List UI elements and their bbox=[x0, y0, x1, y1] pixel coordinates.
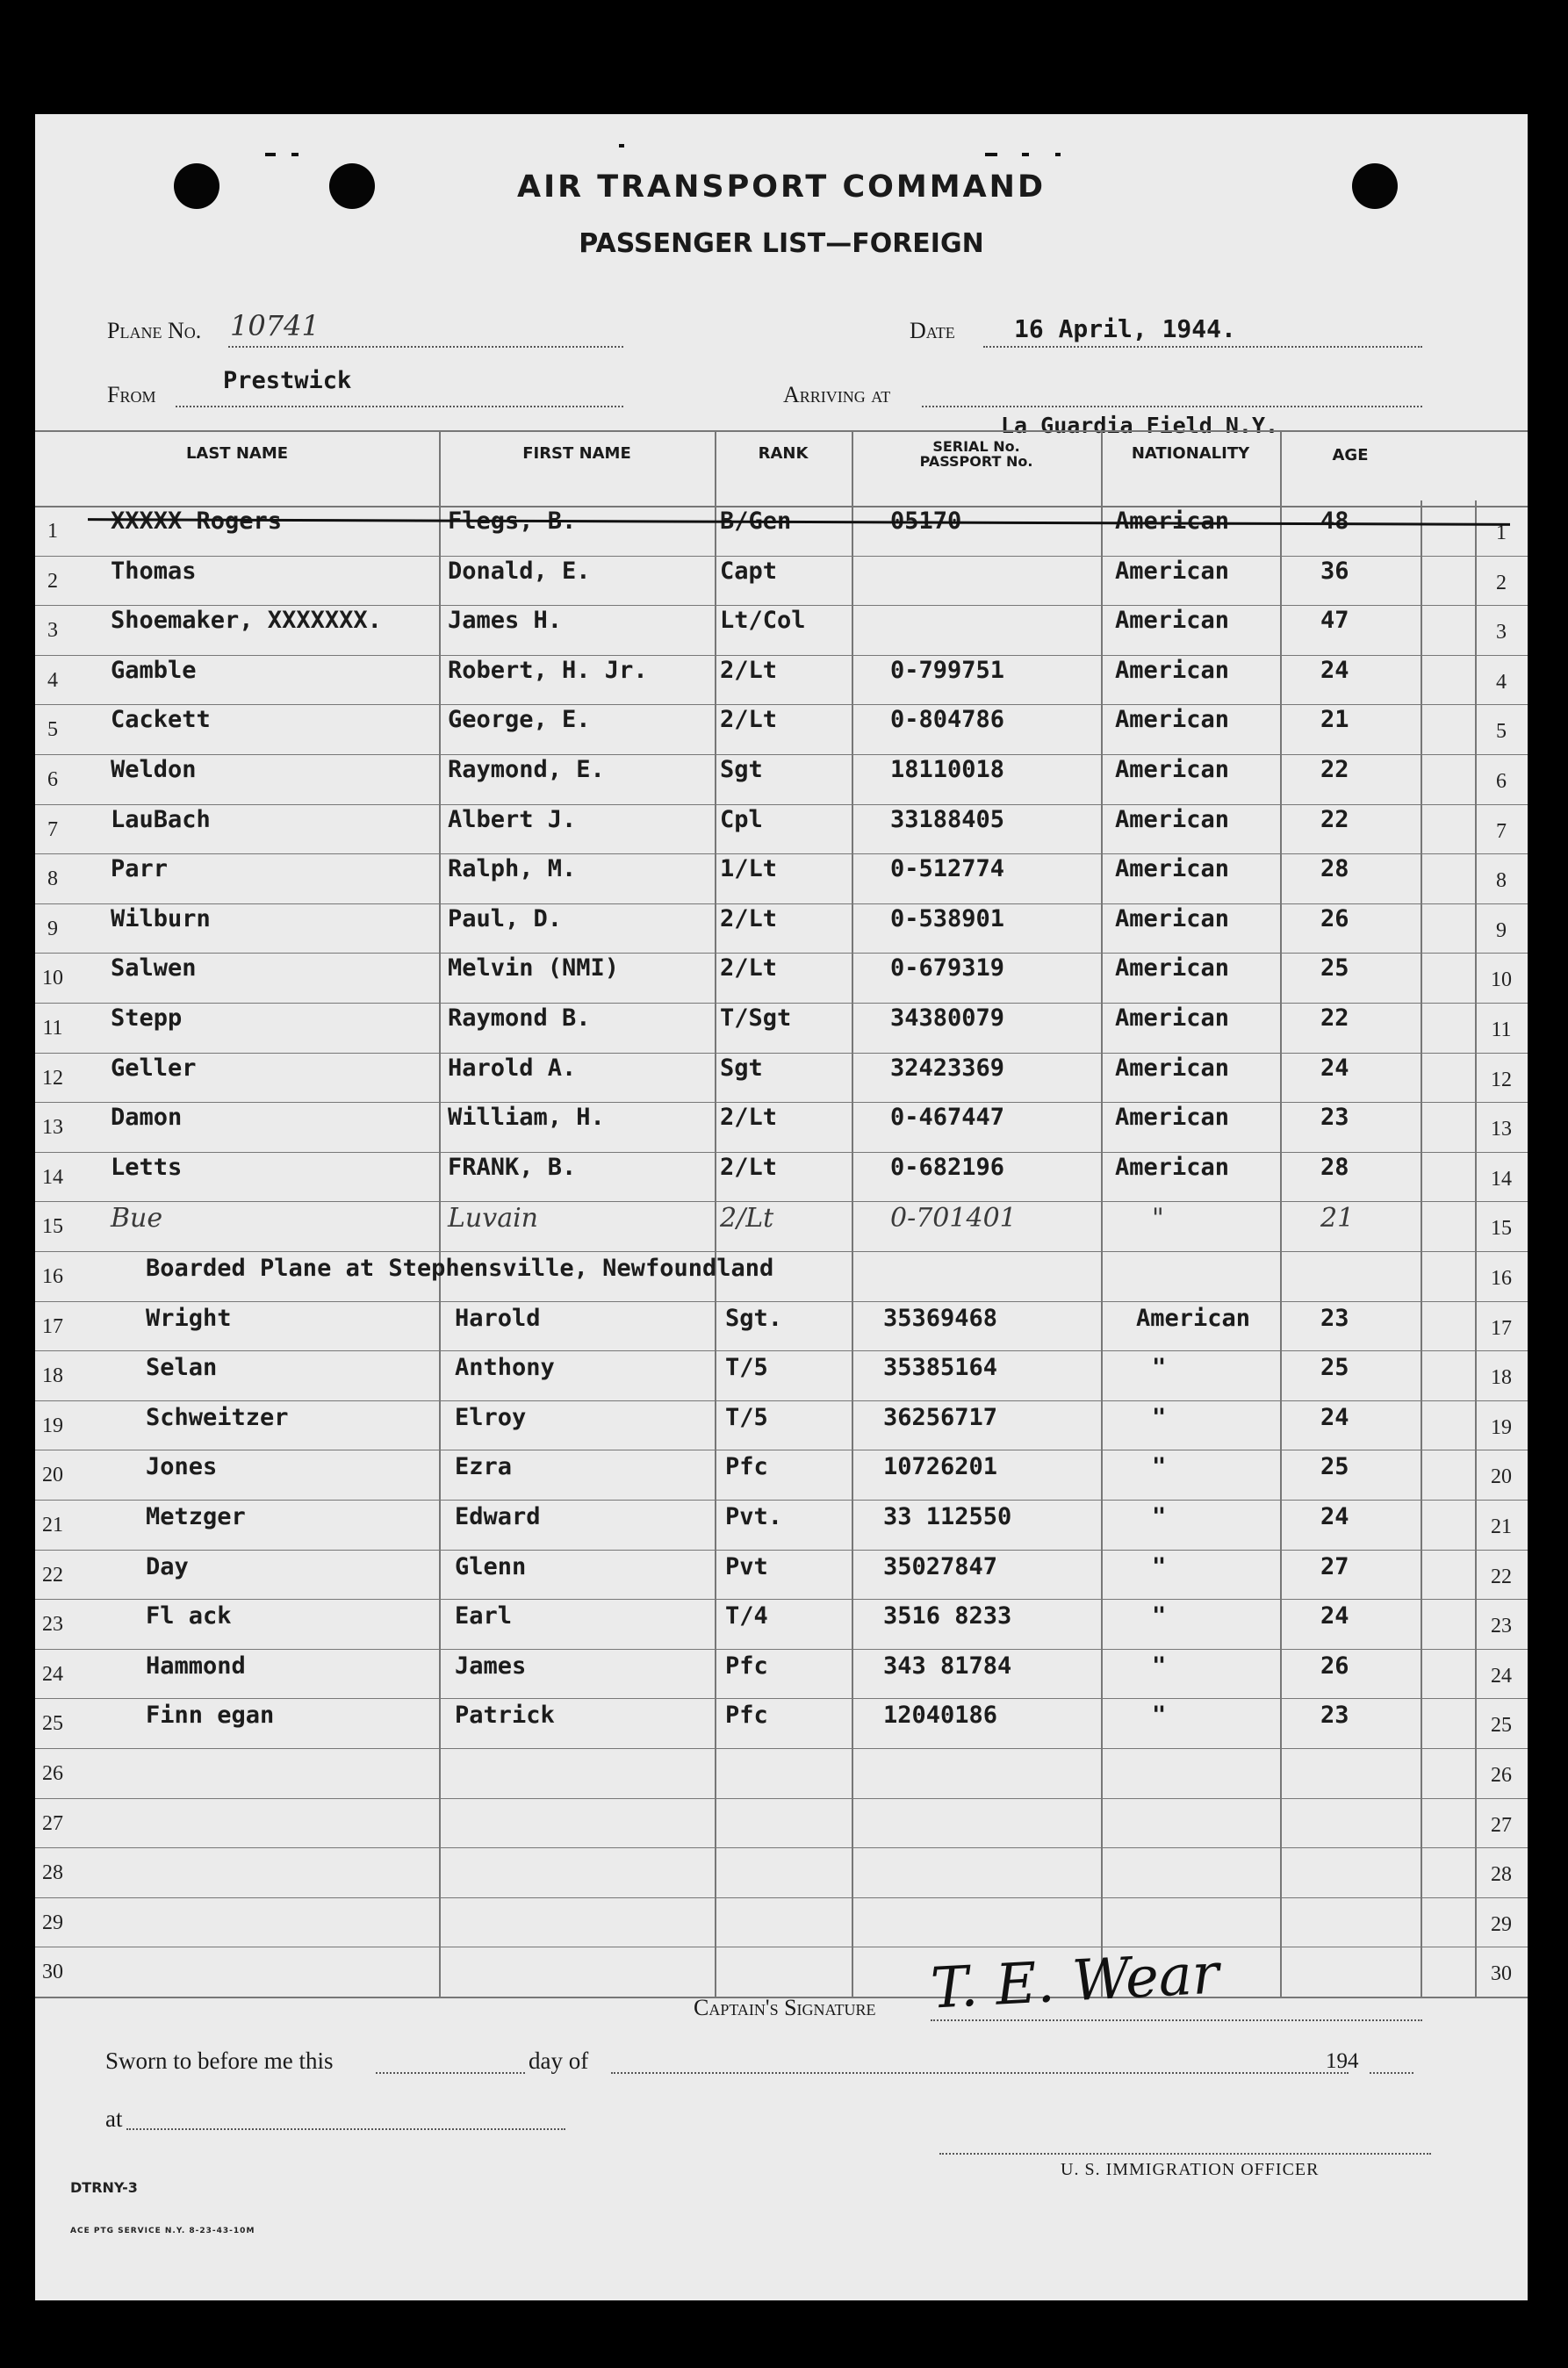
row-number: 16 bbox=[42, 1265, 63, 1288]
cell-age: 27 bbox=[1320, 1552, 1349, 1580]
cell-last-name: Hammond bbox=[146, 1652, 246, 1680]
table-rule bbox=[35, 1053, 1528, 1054]
cell-serial-no: 0-682196 bbox=[890, 1153, 1005, 1181]
cell-age: 25 bbox=[1320, 1453, 1349, 1481]
table-rule bbox=[35, 804, 1528, 805]
table-rule bbox=[35, 1847, 1528, 1848]
cell-rank: 1/Lt bbox=[720, 855, 778, 883]
row-number-right: 7 bbox=[1496, 819, 1507, 843]
cell-age: 24 bbox=[1320, 1054, 1349, 1082]
row-number-right: 3 bbox=[1496, 621, 1507, 644]
cell-first-name: FRANK, B. bbox=[448, 1153, 577, 1181]
cell-rank: B/Gen bbox=[720, 507, 792, 535]
row-number: 9 bbox=[47, 917, 58, 940]
cell-serial-no: 35369468 bbox=[883, 1304, 998, 1332]
cell-serial-no: 0-512774 bbox=[890, 855, 1005, 883]
date-value: 16 April, 1944. bbox=[1014, 314, 1236, 343]
table-rule bbox=[35, 1897, 1528, 1898]
cell-rank: Lt/Col bbox=[720, 607, 806, 635]
cell-age: 24 bbox=[1320, 1602, 1349, 1630]
row-number: 2 bbox=[47, 569, 58, 593]
cell-age: 24 bbox=[1320, 1503, 1349, 1530]
cell-last-name: Bue bbox=[111, 1203, 163, 1234]
row-number: 22 bbox=[42, 1563, 63, 1587]
row-number-right: 12 bbox=[1491, 1068, 1512, 1091]
table-rule bbox=[35, 1350, 1528, 1351]
cell-rank: 2/Lt bbox=[720, 1203, 774, 1234]
captain-signature: T. E. Wear bbox=[929, 1941, 1221, 2022]
cell-serial-no: 0-701401 bbox=[890, 1203, 1017, 1234]
cell-first-name: William, H. bbox=[448, 1104, 605, 1132]
at-label: at bbox=[105, 2105, 123, 2132]
table-rule bbox=[35, 430, 1528, 432]
passenger-list-form bbox=[35, 114, 1528, 2300]
cell-last-name: Stepp bbox=[111, 1004, 183, 1032]
table-rule bbox=[35, 1201, 1528, 1202]
table-column-rule bbox=[439, 430, 441, 1997]
cell-last-name: Boarded Plane at Stephensville, Newfoundland bbox=[146, 1255, 774, 1282]
cell-age: 22 bbox=[1320, 1004, 1349, 1032]
plane-no-label: Plane No. bbox=[107, 318, 202, 343]
row-number: 23 bbox=[42, 1613, 63, 1637]
cell-rank: Pfc bbox=[725, 1652, 768, 1680]
table-column-rule bbox=[715, 430, 716, 1997]
cell-rank: 2/Lt bbox=[720, 656, 778, 684]
cell-nationality: American bbox=[1115, 904, 1230, 932]
cell-last-name: Shoemaker, XXXXXXX. bbox=[111, 607, 382, 635]
cell-serial-no: 343 81784 bbox=[883, 1652, 1012, 1680]
cell-nationality: American bbox=[1115, 1153, 1230, 1181]
cell-last-name: Parr bbox=[111, 855, 169, 883]
cell-last-name: Finn egan bbox=[146, 1702, 275, 1730]
cell-serial-no: 18110018 bbox=[890, 756, 1005, 783]
cell-last-name: Salwen bbox=[111, 954, 197, 982]
cell-first-name: Earl bbox=[455, 1602, 513, 1630]
cell-age: 26 bbox=[1320, 1652, 1349, 1680]
table-rule bbox=[35, 1500, 1528, 1501]
row-number: 8 bbox=[47, 867, 58, 891]
row-number: 27 bbox=[42, 1811, 63, 1835]
cell-age: 23 bbox=[1320, 1702, 1349, 1730]
cell-nationality: " bbox=[1152, 1203, 1164, 1234]
row-number-right: 10 bbox=[1491, 968, 1512, 992]
cell-rank: Cpl bbox=[720, 805, 763, 833]
row-number-right: 18 bbox=[1491, 1366, 1512, 1390]
cell-nationality: American bbox=[1115, 1104, 1230, 1132]
cell-rank: Capt bbox=[720, 557, 778, 585]
table-rule bbox=[35, 1748, 1528, 1749]
form-code: DTRNY-3 bbox=[70, 2179, 138, 2196]
row-number-right: 29 bbox=[1491, 1912, 1512, 1936]
cell-first-name: Flegs, B. bbox=[448, 507, 577, 535]
table-rule bbox=[35, 754, 1528, 755]
table-rule bbox=[35, 1102, 1528, 1103]
row-number-right: 11 bbox=[1491, 1018, 1512, 1041]
day-of-label: day of bbox=[529, 2048, 589, 2074]
cell-serial-no: 33 112550 bbox=[883, 1503, 1012, 1530]
cell-first-name: Donald, E. bbox=[448, 557, 591, 585]
row-number: 15 bbox=[42, 1215, 63, 1239]
row-number-right: 28 bbox=[1491, 1863, 1512, 1887]
cell-last-name: Jones bbox=[146, 1453, 218, 1481]
form-subtitle: PASSENGER LIST—FOREIGN bbox=[579, 228, 984, 259]
cell-serial-no: 0-804786 bbox=[890, 706, 1005, 734]
row-number: 14 bbox=[42, 1165, 63, 1189]
cell-rank: T/5 bbox=[725, 1403, 768, 1431]
cell-last-name: Thomas bbox=[111, 557, 197, 585]
sworn-label: Sworn to before me this bbox=[105, 2048, 334, 2074]
arriving-value: La Guardia Field N.Y. bbox=[1001, 413, 1279, 438]
row-number-right: 30 bbox=[1491, 1962, 1512, 1986]
cell-serial-no: 33188405 bbox=[890, 805, 1005, 833]
table-rule bbox=[35, 1400, 1528, 1401]
row-number: 6 bbox=[47, 768, 58, 791]
table-column-rule bbox=[1475, 500, 1477, 1997]
row-number: 29 bbox=[42, 1911, 63, 1934]
row-number: 30 bbox=[42, 1961, 63, 1984]
col-header-last-name: LAST NAME bbox=[185, 444, 289, 463]
cell-rank: T/5 bbox=[725, 1354, 768, 1382]
cell-nationality: " bbox=[1152, 1702, 1167, 1730]
row-number: 11 bbox=[42, 1017, 63, 1040]
cell-age: 26 bbox=[1320, 904, 1349, 932]
row-number-right: 5 bbox=[1496, 720, 1507, 744]
row-number: 12 bbox=[42, 1066, 63, 1090]
row-number: 17 bbox=[42, 1314, 63, 1338]
table-rule bbox=[35, 1550, 1528, 1551]
cell-age: 21 bbox=[1320, 1203, 1355, 1234]
cell-first-name: Melvin (NMI) bbox=[448, 954, 620, 982]
cell-nationality: " bbox=[1152, 1652, 1167, 1680]
plane-no-value: 10741 bbox=[230, 309, 320, 342]
cell-nationality: American bbox=[1115, 954, 1230, 982]
cell-last-name: LauBach bbox=[111, 805, 211, 833]
punch-mark bbox=[1022, 153, 1029, 156]
cell-nationality: " bbox=[1152, 1503, 1167, 1530]
cell-serial-no: 32423369 bbox=[890, 1054, 1005, 1082]
cell-serial-no: 35385164 bbox=[883, 1354, 998, 1382]
punch-mark bbox=[265, 153, 276, 156]
cell-last-name: Fl ack bbox=[146, 1602, 232, 1630]
table-rule bbox=[35, 1152, 1528, 1153]
cell-rank: Sgt bbox=[720, 756, 763, 783]
cell-first-name: James bbox=[455, 1652, 527, 1680]
cell-last-name: Letts bbox=[111, 1153, 183, 1181]
row-number: 25 bbox=[42, 1712, 63, 1736]
cell-nationality: American bbox=[1115, 805, 1230, 833]
row-number-right: 16 bbox=[1491, 1267, 1512, 1290]
cell-age: 28 bbox=[1320, 855, 1349, 883]
cell-rank: Pfc bbox=[725, 1453, 768, 1481]
cell-nationality: " bbox=[1152, 1354, 1167, 1382]
cell-nationality: " bbox=[1152, 1403, 1167, 1431]
table-rule bbox=[35, 1649, 1528, 1650]
row-number: 4 bbox=[47, 668, 58, 692]
cell-last-name: Day bbox=[146, 1552, 189, 1580]
cell-nationality: American bbox=[1115, 557, 1230, 585]
table-rule bbox=[35, 1798, 1528, 1799]
cell-serial-no: 0-467447 bbox=[890, 1104, 1005, 1132]
table-column-rule bbox=[1280, 430, 1282, 1997]
row-number-right: 13 bbox=[1491, 1118, 1512, 1141]
cell-age: 24 bbox=[1320, 656, 1349, 684]
cell-first-name: Glenn bbox=[455, 1552, 527, 1580]
cell-serial-no: 0-799751 bbox=[890, 656, 1005, 684]
row-number: 18 bbox=[42, 1364, 63, 1388]
cell-first-name: Raymond, E. bbox=[448, 756, 605, 783]
table-rule bbox=[35, 1301, 1528, 1302]
cell-age: 23 bbox=[1320, 1104, 1349, 1132]
cell-first-name: Elroy bbox=[455, 1403, 527, 1431]
row-number-right: 14 bbox=[1491, 1167, 1512, 1191]
cell-nationality: " bbox=[1152, 1602, 1167, 1630]
punch-mark bbox=[985, 153, 997, 156]
cell-serial-no: 0-538901 bbox=[890, 904, 1005, 932]
cell-rank: T/4 bbox=[725, 1602, 768, 1630]
cell-last-name: XXXXX Rogers bbox=[111, 507, 283, 535]
cell-first-name: Harold A. bbox=[448, 1054, 577, 1082]
date-label: Date bbox=[910, 318, 955, 343]
year-prefix: 194 bbox=[1326, 2049, 1359, 2073]
table-rule bbox=[35, 903, 1528, 904]
cell-serial-no: 12040186 bbox=[883, 1702, 998, 1730]
cell-rank: Sgt. bbox=[725, 1304, 783, 1332]
cell-serial-no: 35027847 bbox=[883, 1552, 998, 1580]
cell-first-name: Raymond B. bbox=[448, 1004, 591, 1032]
form-title: AIR TRANSPORT COMMAND bbox=[516, 169, 1047, 205]
cell-rank: 2/Lt bbox=[720, 1104, 778, 1132]
cell-first-name: Patrick bbox=[455, 1702, 555, 1730]
row-number: 28 bbox=[42, 1861, 63, 1885]
cell-age: 24 bbox=[1320, 1403, 1349, 1431]
cell-age: 22 bbox=[1320, 756, 1349, 783]
cell-serial-no: 3516 8233 bbox=[883, 1602, 1012, 1630]
cell-first-name: James H. bbox=[448, 607, 563, 635]
immigration-officer-label: U. S. IMMIGRATION OFFICER bbox=[1061, 2160, 1320, 2179]
cell-rank: 2/Lt bbox=[720, 706, 778, 734]
table-rule bbox=[35, 556, 1528, 557]
row-number-right: 15 bbox=[1491, 1217, 1512, 1241]
cell-first-name: Anthony bbox=[455, 1354, 555, 1382]
cell-rank: Pvt. bbox=[725, 1503, 783, 1530]
cell-nationality: American bbox=[1115, 855, 1230, 883]
col-header-nationality: NATIONALITY bbox=[1131, 444, 1250, 463]
cell-first-name: Harold bbox=[455, 1304, 541, 1332]
cell-serial-no: 36256717 bbox=[883, 1403, 998, 1431]
cell-age: 28 bbox=[1320, 1153, 1349, 1181]
cell-rank: 2/Lt bbox=[720, 904, 778, 932]
cell-rank: 2/Lt bbox=[720, 1153, 778, 1181]
row-number: 13 bbox=[42, 1116, 63, 1140]
row-number: 7 bbox=[47, 817, 58, 841]
cell-rank: Pvt bbox=[725, 1552, 768, 1580]
col-header-serial: SERIAL No. PASSPORT No. bbox=[919, 438, 1033, 470]
captain-signature-label: Captain's Signature bbox=[694, 1995, 876, 2020]
cell-first-name: Edward bbox=[455, 1503, 541, 1530]
cell-last-name: Cackett bbox=[111, 706, 211, 734]
cell-nationality: American bbox=[1115, 507, 1230, 535]
table-column-rule bbox=[1101, 430, 1103, 1997]
row-number-right: 20 bbox=[1491, 1465, 1512, 1489]
cell-age: 47 bbox=[1320, 607, 1349, 635]
arriving-label: Arriving at bbox=[783, 382, 891, 407]
row-number-right: 23 bbox=[1491, 1615, 1512, 1638]
row-number: 20 bbox=[42, 1464, 63, 1487]
from-value: Prestwick bbox=[223, 367, 352, 394]
col-header-rank: RANK bbox=[758, 444, 809, 463]
table-column-rule bbox=[852, 430, 853, 1997]
cell-last-name: Damon bbox=[111, 1104, 183, 1132]
cell-first-name: George, E. bbox=[448, 706, 591, 734]
punch-mark bbox=[619, 144, 624, 148]
cell-age: 21 bbox=[1320, 706, 1349, 734]
table-rule bbox=[35, 1251, 1528, 1252]
cell-nationality: American bbox=[1115, 607, 1230, 635]
cell-first-name: Robert, H. Jr. bbox=[448, 656, 648, 684]
table-rule bbox=[35, 953, 1528, 954]
row-number-right: 24 bbox=[1491, 1664, 1512, 1688]
printer-imprint: ACE PTG SERVICE N.Y. 8-23-43-10M bbox=[70, 2227, 255, 2235]
row-number: 3 bbox=[47, 619, 58, 643]
cell-rank: 2/Lt bbox=[720, 954, 778, 982]
cell-first-name: Ralph, M. bbox=[448, 855, 577, 883]
row-number-right: 2 bbox=[1496, 571, 1507, 594]
row-number-right: 21 bbox=[1491, 1515, 1512, 1538]
row-number-right: 27 bbox=[1491, 1813, 1512, 1837]
cell-last-name: Geller bbox=[111, 1054, 197, 1082]
row-number-right: 25 bbox=[1491, 1714, 1512, 1738]
cell-serial-no: 0-679319 bbox=[890, 954, 1005, 982]
cell-serial-no: 05170 bbox=[890, 507, 962, 535]
cell-nationality: American bbox=[1115, 1054, 1230, 1082]
cell-first-name: Ezra bbox=[455, 1453, 513, 1481]
cell-age: 25 bbox=[1320, 1354, 1349, 1382]
cell-nationality: " bbox=[1152, 1552, 1167, 1580]
cell-age: 48 bbox=[1320, 507, 1349, 535]
table-rule bbox=[35, 1599, 1528, 1600]
cell-nationality: American bbox=[1115, 1004, 1230, 1032]
cell-nationality: American bbox=[1115, 706, 1230, 734]
row-number-right: 1 bbox=[1496, 522, 1507, 544]
row-number: 19 bbox=[42, 1414, 63, 1437]
col-header-age: AGE bbox=[1332, 446, 1369, 464]
row-number: 5 bbox=[47, 718, 58, 742]
cell-nationality: American bbox=[1115, 756, 1230, 783]
punch-mark bbox=[291, 153, 298, 156]
table-column-rule bbox=[1421, 500, 1422, 1997]
cell-age: 23 bbox=[1320, 1304, 1349, 1332]
cell-rank: Sgt bbox=[720, 1054, 763, 1082]
row-number-right: 9 bbox=[1496, 918, 1507, 942]
table-rule bbox=[35, 605, 1528, 606]
punch-mark bbox=[1055, 153, 1061, 156]
cell-nationality: " bbox=[1152, 1453, 1167, 1481]
row-number: 10 bbox=[42, 967, 63, 990]
cell-last-name: Wilburn bbox=[111, 904, 211, 932]
cell-first-name: Albert J. bbox=[448, 805, 577, 833]
cell-last-name: Wright bbox=[146, 1304, 232, 1332]
row-number: 21 bbox=[42, 1514, 63, 1537]
table-rule bbox=[35, 1003, 1528, 1004]
cell-serial-no: 34380079 bbox=[890, 1004, 1005, 1032]
cell-last-name: Gamble bbox=[111, 656, 197, 684]
cell-first-name: Luvain bbox=[448, 1203, 538, 1234]
row-number: 24 bbox=[42, 1662, 63, 1686]
cell-nationality: American bbox=[1136, 1304, 1251, 1332]
cell-age: 22 bbox=[1320, 805, 1349, 833]
row-number: 1 bbox=[47, 520, 58, 543]
table-rule bbox=[35, 853, 1528, 854]
row-number-right: 17 bbox=[1491, 1316, 1512, 1340]
cell-last-name: Metzger bbox=[146, 1503, 246, 1530]
cell-age: 25 bbox=[1320, 954, 1349, 982]
row-number-right: 19 bbox=[1491, 1415, 1512, 1439]
cell-last-name: Schweitzer bbox=[146, 1403, 289, 1431]
table-rule bbox=[35, 655, 1528, 656]
row-number-right: 6 bbox=[1496, 770, 1507, 793]
table-rule bbox=[35, 1698, 1528, 1699]
row-number-right: 4 bbox=[1496, 670, 1507, 694]
row-number-right: 22 bbox=[1491, 1565, 1512, 1588]
strike-through-row-1 bbox=[88, 518, 1510, 526]
cell-age: 36 bbox=[1320, 557, 1349, 585]
row-number-right: 8 bbox=[1496, 869, 1507, 893]
col-header-first-name: FIRST NAME bbox=[522, 444, 631, 463]
row-number-right: 26 bbox=[1491, 1764, 1512, 1787]
from-label: From bbox=[107, 382, 156, 407]
cell-nationality: American bbox=[1115, 656, 1230, 684]
table-rule bbox=[35, 704, 1528, 705]
cell-rank: Pfc bbox=[725, 1702, 768, 1730]
row-number: 26 bbox=[42, 1762, 63, 1785]
cell-last-name: Selan bbox=[146, 1354, 218, 1382]
cell-last-name: Weldon bbox=[111, 756, 197, 783]
cell-first-name: Paul, D. bbox=[448, 904, 563, 932]
cell-serial-no: 10726201 bbox=[883, 1453, 998, 1481]
cell-rank: T/Sgt bbox=[720, 1004, 792, 1032]
